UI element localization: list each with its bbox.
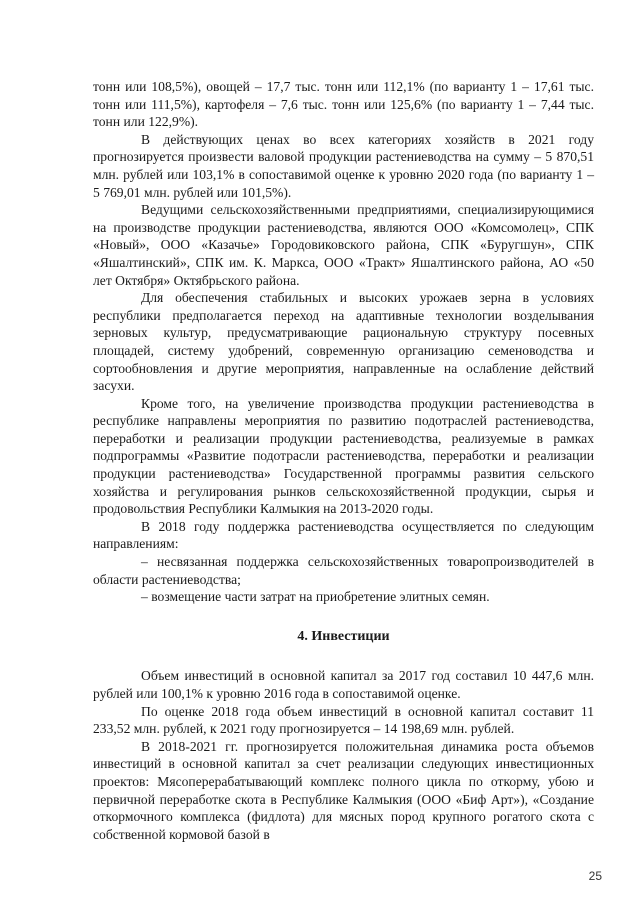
paragraph-investment-2017: Объем инвестиций в основной капитал за 2017 год составил 10 447,6 млн. рублей или 100,1% к уровню 2016 года в сопоставимой оценке. — [93, 668, 594, 701]
list-item-unrelated-support: – несвязанная поддержка сельскохозяйственных товаропроизводителей в области растениеводства; — [93, 554, 594, 587]
paragraph-investment-projects: В 2018-2021 гг. прогнозируется положительная динамика роста объемов инвестиций в основной капитал за счет реализации следующих инвестиционных проектов: Мясоперерабатывающий комплекс полного цикла по откорму, убою и первичной переработке скота в Республике Калмыкия (ООО «Биф Арт»), «Создание откормочного комплекса (фидлота) для мясных пород крупного рогатого скота с собственной кормовой базой в — [93, 738, 594, 842]
list-item-elite-seeds: – возмещение части затрат на приобретение элитных семян. — [141, 589, 490, 605]
page-number: 25 — [588, 869, 602, 883]
paragraph-support-directions: В 2018 году поддержка растениеводства осуществляется по следующим направлениям: — [93, 518, 594, 552]
paragraph-state-program: Кроме того, на увеличение производства продукции растениеводства в республике направлены мероприятия по развитию подотраслей растениеводства, переработки и реализации продукции растениеводства, реализуемые в рамках подпрограммы «Развитие подотрасли растениеводства, переработки и реализации продукции растениеводства» Государственной программы развития сельского хозяйства и регулирования рынков сельскохозяйственной продукции, сырья и продовольствия Республики Калмыкия на 2013-2020 годы. — [93, 395, 594, 517]
section-heading: 4. Инвестиции — [297, 628, 390, 644]
body-text — [93, 78, 594, 843]
paragraph-gross-output: В действующих ценах во всех категориях хозяйств в 2021 году прогнозируется произвести валовой продукции растениеводства на сумму – 5 870,51 млн. рублей или 103,1% в сопоставимой оценке к уровню 2020 года (по варианту 1 – 5 769,01 млн. рублей или 101,5%). — [93, 131, 594, 200]
paragraph-crop-forecast: тонн или 108,5%), овощей – 17,7 тыс. тонн или 112,1% (по варианту 1 – 17,61 тыс. тонн или 111,5%), картофеля – 7,6 тыс. тонн или 125,6% (по варианту 1 – 7,44 тыс. тонн или 122,9%). — [93, 79, 594, 130]
paragraph-investment-2018: По оценке 2018 года объем инвестиций в основной капитал составит 11 233,52 млн. рублей, к 2021 году прогнозируется – 14 198,69 млн. рублей. — [93, 703, 594, 737]
paragraph-leading-enterprises: Ведущими сельскохозяйственными предприятиями, специализирующимися на производстве продукции растениеводства, являются ООО «Комсомолец», СПК «Новый», ООО «Казачье» Городовиковского района, СПК «Буругшун», СПК «Яшалтинский», СПК им. К. Маркса, ООО «Тракт» Яшалтинского района, АО «50 лет Октября» Октябрьского района. — [93, 202, 594, 288]
paragraph-adaptive-technologies: Для обеспечения стабильных и высоких урожаев зерна в условиях республики предполагается переход на адаптивные технологии возделывания зерновых культур, предусматривающие рациональную структуру посевных площадей, систему удобрений, современную организацию семеноводства и сортообновления и другие мероприятия, направленные на ослабление действий засухи. — [93, 290, 594, 394]
